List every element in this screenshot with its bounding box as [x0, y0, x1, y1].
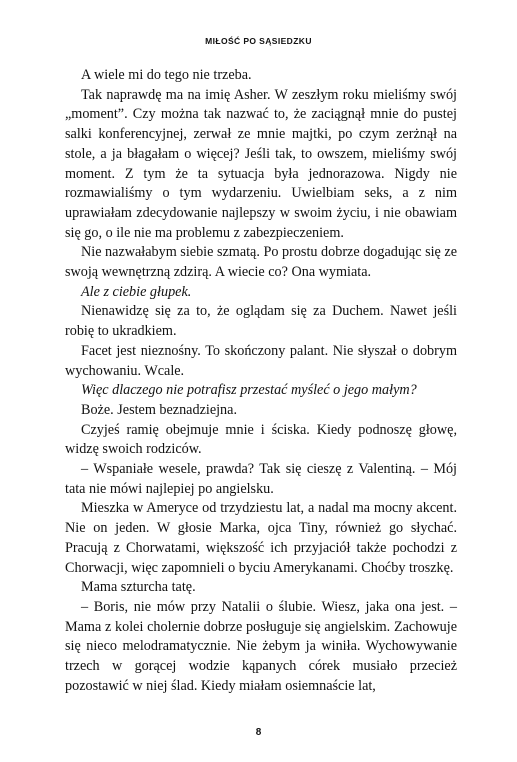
paragraph: Tak naprawdę ma na imię Asher. W zeszłym roku mieliśmy swój „moment”. Czy można tak nazwać to, że zaciągnął mnie do pustej salki konferencyjnej, zerwał ze mnie majtki, po czym zerżnął na stole, a ja błagałam o więcej? Jeśli tak, to owszem, mieliśmy swój moment. Z tym że ta sytuacja była jednorazowa. Nigdy nie rozmawialiśmy o tym wydarzeniu. Uwielbiam seks, a z nim uprawiałam zdecydowanie najlepszy w swoim życiu, i nie obawiam się go, o ile nie ma problemu z zabezpieczeniem. [65, 86, 457, 241]
paragraph: Mieszka w Ameryce od trzydziestu lat, a nadal ma mocny akcent. Nie on jeden. W głosie Marka, ojca Tiny, również go słychać. Pracują z Chorwatami, większość ich przyjaciół także pochodzi z Chorwacji, więc zapomnieli o byciu Amerykanami. Choćby troszkę. [65, 500, 457, 576]
paragraph: Boże. Jestem beznadziejna. [81, 401, 237, 418]
paragraph: A wiele mi do tego nie trzeba. [81, 67, 252, 83]
paragraph: Facet jest nieznośny. To skończony palant. Nie słyszał o dobrym wychowaniu. Wcale. [65, 342, 457, 379]
paragraph: – Wspaniałe wesele, prawda? Tak się cieszę z Valentiną. – Mój tata nie mówi najlepiej po angielsku. [65, 461, 457, 497]
paragraph: Mama szturcha tatę. [81, 579, 196, 596]
body-text [65, 66, 457, 697]
page-number: 8 [255, 727, 262, 738]
paragraph: Nie nazwałabym siebie szmatą. Po prostu dobrze dogadując się ze swoją wewnętrzną zdzirą. A wiecie co? Ona wymiata. [65, 244, 457, 281]
paragraph: – Boris, nie mów przy Natalii o ślubie. Wiesz, jaka ona jest. – Mama z kolei cholernie dobrze posługuje się angielskim. Zachowuje się nieco melodramatycznie. Nie żebym ja winiła. Wychowywanie trzech w gorącej wodzie kąpanych córek musiało przecież pozostawić w niej ślad. Kiedy miałam osiemnaście lat, [65, 598, 457, 694]
paragraph: Nienawidzę się za to, że oglądam się za Duchem. Nawet jeśli robię to ukradkiem. [65, 303, 457, 340]
running-header: MIŁOŚĆ PO SĄSIEDZKU [205, 36, 312, 46]
paragraph: Czyjeś ramię obejmuje mnie i ściska. Kiedy podnoszę głowę, widzę swoich rodziców. [65, 421, 457, 458]
paragraph-italic-thought: Więc dlaczego nie potrafisz przestać myśleć o jego małym? [81, 382, 417, 399]
paragraph-italic-thought: Ale z ciebie głupek. [81, 283, 192, 300]
